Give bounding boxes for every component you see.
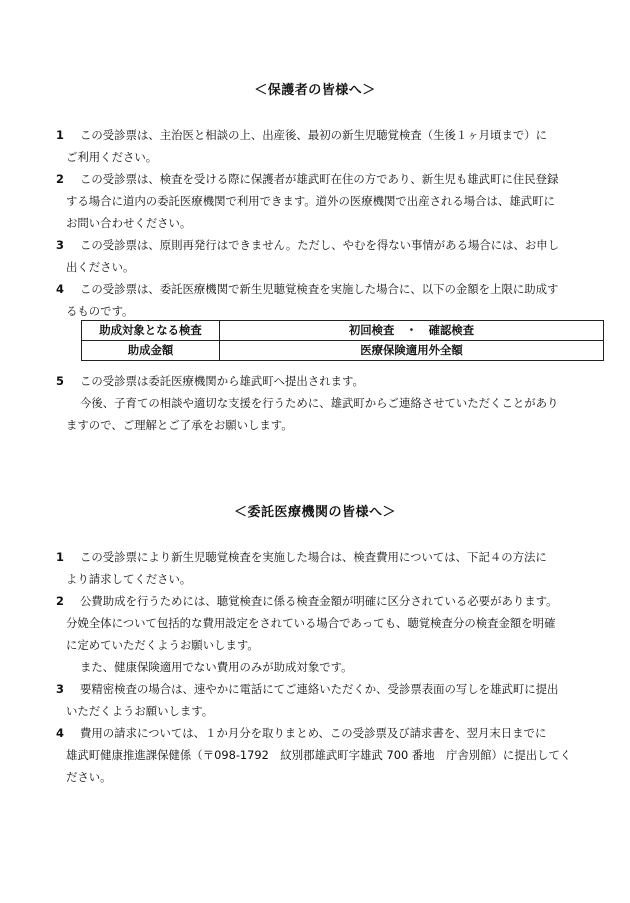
item-number: 1 (56, 128, 64, 142)
table-header-cell: 助成対象となる検査 (82, 321, 220, 341)
institutions-item-4 (56, 722, 604, 788)
item-text: この受診票は、検査を受ける際に保護者が雄武町在住の方であり、新生児も雄武町に住民登録 (80, 172, 559, 186)
item-text: この受診票は、委託医療機関で新生児聴覚検査を実施した場合に、以下の金額を上限に助成す (80, 282, 559, 296)
guardians-item-4 (56, 278, 604, 322)
institutions-item-3 (56, 678, 604, 722)
item-text: お問い合わせください。 (66, 216, 192, 230)
item-text: 今後、子育ての相談や適切な支援を行うために、雄武町からご連絡させていただくことがあり (80, 396, 559, 410)
item-text: この受診票により新生児聴覚検査を実施した場合は、検査費用については、下記４の方法に (80, 550, 547, 564)
guardians-item-5 (56, 370, 604, 436)
item-text: この受診票は委託医療機関から雄武町へ提出されます。 (80, 374, 364, 388)
table-cell: 初回検査 ・ 確認検査 (220, 321, 604, 341)
item-number: 4 (56, 282, 64, 296)
item-text: 雄武町健康推進課保健係（〒098-1792 紋別郡雄武町字雄武 700 番地 庁舎別館）に提出してく (66, 748, 572, 762)
item-text: 要精密検査の場合は、速やかに電話にてご連絡いただくか、受診票表面の写しを雄武町に提出 (80, 682, 559, 696)
item-text: 費用の請求については、１か月分を取りまとめ、この受診票及び請求書を、翌月末日までに (80, 726, 547, 740)
institutions-item-2 (56, 590, 604, 678)
item-text: ますので、ご理解とご了承をお願いします。 (66, 418, 293, 432)
item-text: この受診票は、主治医と相談の上、出産後、最初の新生児聴覚検査（生後１ヶ月頃まで）に (80, 128, 548, 142)
item-number: 4 (56, 726, 64, 740)
item-text: 分娩全体について包括的な費用設定をされている場合であっても、聴覚検査分の検査金額を明確 (66, 616, 556, 630)
table-header-cell: 助成金額 (82, 341, 220, 361)
item-text: この受診票は、原則再発行はできません。ただし、やむを得ない事情がある場合には、お申し (80, 238, 560, 252)
item-text: いただくようお願いします。 (66, 704, 214, 718)
item-text: ださい。 (66, 770, 112, 784)
guardians-item-1 (56, 124, 604, 168)
table-cell: 医療保険適用外全額 (220, 341, 604, 361)
item-text: 出ください。 (66, 260, 135, 274)
item-number: 3 (56, 238, 64, 252)
item-number: 1 (56, 550, 64, 564)
item-text: より請求してください。 (66, 572, 192, 586)
subsidy-table (81, 320, 604, 361)
item-text: に定めていただくようお願いします。 (66, 638, 259, 652)
guardians-item-3 (56, 234, 604, 278)
item-text: 公費助成を行うためには、聴覚検査に係る検査金額が明確に区分されている必要があります。 (80, 594, 558, 608)
table-row (82, 341, 604, 361)
guardians-title: ＜保護者の皆様へ＞ (254, 83, 376, 98)
item-text: ご利用ください。 (66, 150, 158, 164)
item-number: 2 (56, 172, 64, 186)
item-text: する場合に道内の委託医療機関で利用できます。道外の医療機関で出産される場合は、雄武町に (66, 194, 555, 208)
item-text: また、健康保険適用でない費用のみが助成対象です。 (80, 660, 353, 674)
item-text: るものです。 (66, 304, 134, 318)
item-number: 2 (56, 594, 64, 608)
guardians-item-2 (56, 168, 604, 234)
institutions-title: ＜委託医療機関の皆様へ＞ (233, 505, 396, 520)
item-number: 5 (56, 374, 64, 388)
item-number: 3 (56, 682, 64, 696)
institutions-item-1 (56, 546, 604, 590)
table-row (82, 321, 604, 341)
